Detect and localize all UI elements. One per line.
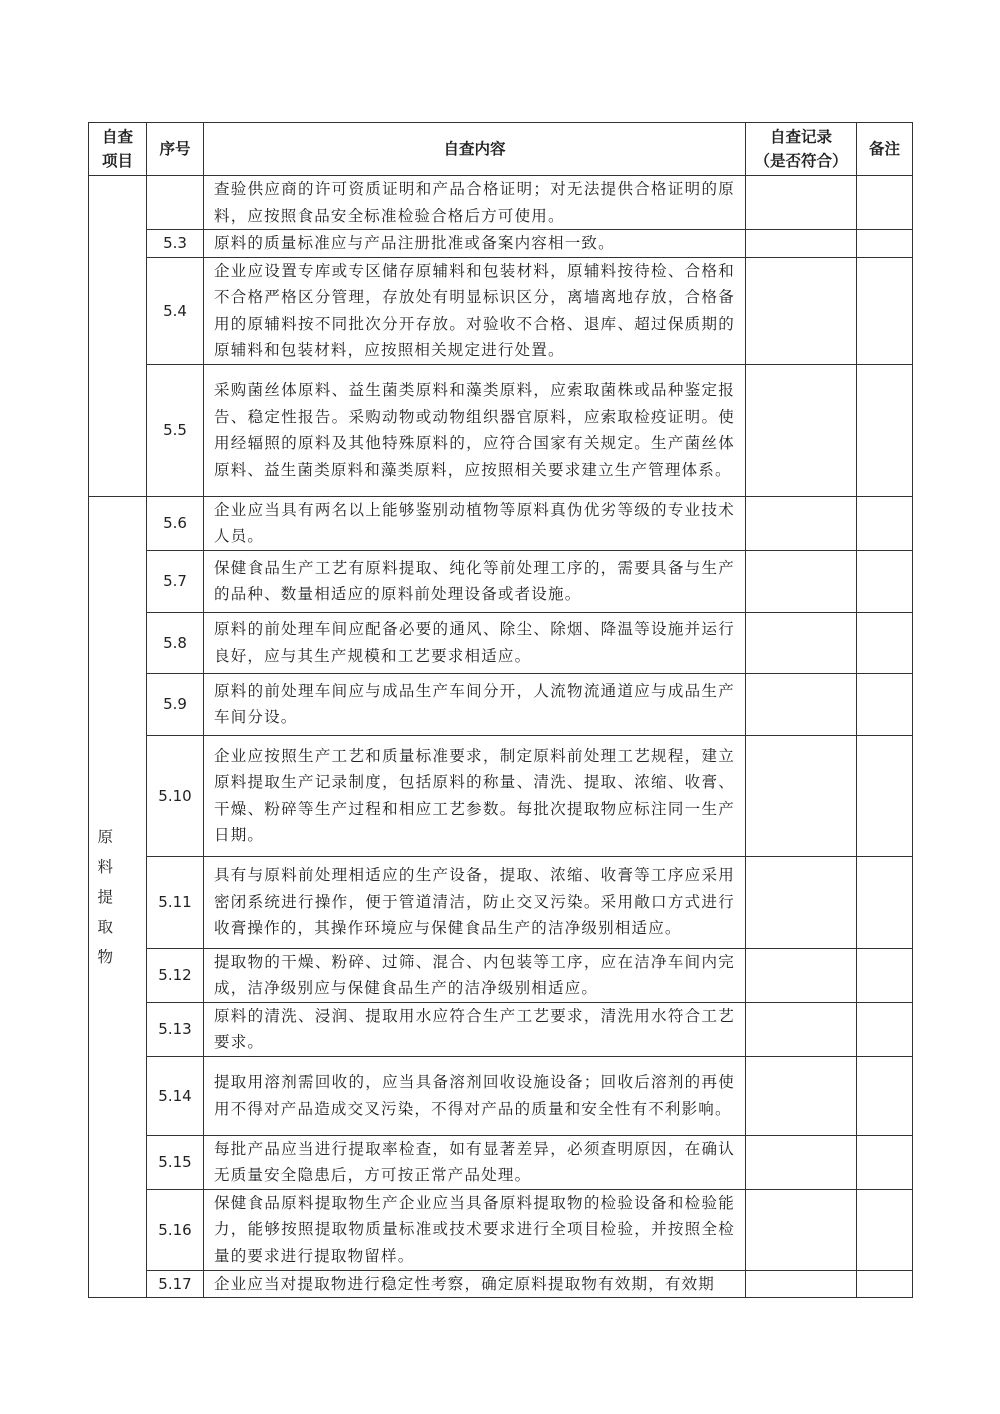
item-number: 5.6 — [147, 496, 204, 550]
table-row — [89, 856, 913, 948]
table-row — [89, 257, 913, 364]
item-content: 原料的前处理车间应与成品生产车间分开，人流物流通道应与成品生产车间分设。 — [204, 673, 746, 735]
table-body — [89, 176, 913, 1298]
item-number: 5.16 — [147, 1189, 204, 1270]
record-cell[interactable] — [746, 735, 857, 856]
category-label: 原料提取物 — [97, 827, 124, 966]
header-category-label: 自查项目 — [101, 128, 133, 170]
record-cell[interactable] — [746, 948, 857, 1002]
item-number: 5.7 — [147, 550, 204, 612]
item-content: 提取用溶剂需回收的，应当具备溶剂回收设施设备；回收后溶剂的再使用不得对产品造成交叉污染，不得对产品的质量和安全性有不利影响。 — [204, 1056, 746, 1135]
header-record-line1: 自查记录 — [769, 128, 832, 146]
remark-cell[interactable] — [857, 735, 913, 856]
item-number: 5.15 — [147, 1135, 204, 1189]
remark-cell[interactable] — [857, 230, 913, 258]
header-remarks: 备注 — [857, 123, 913, 176]
item-number: 5.17 — [147, 1270, 204, 1298]
item-content: 提取物的干燥、粉碎、过筛、混合、内包装等工序，应在洁净车间内完成，洁净级别应与保健食品生产的洁净级别相适应。 — [204, 948, 746, 1002]
item-number — [147, 176, 204, 230]
table-row — [89, 1189, 913, 1270]
item-number: 5.8 — [147, 612, 204, 673]
remark-cell[interactable] — [857, 856, 913, 948]
record-cell[interactable] — [746, 364, 857, 496]
item-content: 原料的前处理车间应配备必要的通风、除尘、除烟、降温等设施并运行良好，应与其生产规模和工艺要求相适应。 — [204, 612, 746, 673]
remark-cell[interactable] — [857, 257, 913, 364]
header-category — [89, 123, 147, 176]
table-row — [89, 550, 913, 612]
remark-cell[interactable] — [857, 673, 913, 735]
item-number: 5.5 — [147, 364, 204, 496]
item-content: 每批产品应当进行提取率检查，如有显著差异，必须查明原因，在确认无质量安全隐患后，方可按正常产品处理。 — [204, 1135, 746, 1189]
table-header-row — [89, 123, 913, 176]
record-cell[interactable] — [746, 496, 857, 550]
item-number: 5.14 — [147, 1056, 204, 1135]
record-cell[interactable] — [746, 257, 857, 364]
header-record-line2: （是否符合） — [754, 152, 848, 170]
item-number: 5.9 — [147, 673, 204, 735]
header-number: 序号 — [147, 123, 204, 176]
remark-cell[interactable] — [857, 948, 913, 1002]
table-row — [89, 176, 913, 230]
item-content: 具有与原料前处理相适应的生产设备，提取、浓缩、收膏等工序应采用密闭系统进行操作，便于管道清洁，防止交叉污染。采用敞口方式进行收膏操作的，其操作环境应与保健食品生产的洁净级别相适应。 — [204, 856, 746, 948]
item-content: 企业应当具有两名以上能够鉴别动植物等原料真伪优劣等级的专业技术人员。 — [204, 496, 746, 550]
item-number: 5.3 — [147, 230, 204, 258]
table-row — [89, 364, 913, 496]
record-cell[interactable] — [746, 673, 857, 735]
record-cell[interactable] — [746, 550, 857, 612]
self-inspection-table — [88, 122, 913, 1298]
record-cell[interactable] — [746, 230, 857, 258]
record-cell[interactable] — [746, 1270, 857, 1298]
remark-cell[interactable] — [857, 1056, 913, 1135]
item-number: 5.13 — [147, 1002, 204, 1056]
table-row — [89, 948, 913, 1002]
table-row — [89, 1002, 913, 1056]
table-row — [89, 1056, 913, 1135]
item-content: 保健食品生产工艺有原料提取、纯化等前处理工序的，需要具备与生产的品种、数量相适应的原料前处理设备或者设施。 — [204, 550, 746, 612]
item-number: 5.11 — [147, 856, 204, 948]
item-content: 原料的质量标准应与产品注册批准或备案内容相一致。 — [204, 230, 746, 258]
item-content: 保健食品原料提取物生产企业应当具备原料提取物的检验设备和检验能力，能够按照提取物质量标准或技术要求进行全项目检验，并按照全检量的要求进行提取物留样。 — [204, 1189, 746, 1270]
table-row — [89, 612, 913, 673]
table-row — [89, 1135, 913, 1189]
table-row — [89, 673, 913, 735]
remark-cell[interactable] — [857, 1135, 913, 1189]
record-cell[interactable] — [746, 176, 857, 230]
item-content: 企业应设置专库或专区储存原辅料和包装材料，原辅料按待检、合格和不合格严格区分管理，存放处有明显标识区分，离墙离地存放，合格备用的原辅料按不同批次分开存放。对验收不合格、退库、超过保质期的原辅料和包装材料，应按照相关规定进行处置。 — [204, 257, 746, 364]
category-cell — [89, 496, 147, 1298]
record-cell[interactable] — [746, 1189, 857, 1270]
table-row — [89, 1270, 913, 1298]
remark-cell[interactable] — [857, 176, 913, 230]
item-number: 5.12 — [147, 948, 204, 1002]
item-content: 原料的清洗、浸润、提取用水应符合生产工艺要求，清洗用水符合工艺要求。 — [204, 1002, 746, 1056]
table-row — [89, 735, 913, 856]
item-content: 企业应当对提取物进行稳定性考察，确定原料提取物有效期，有效期 — [204, 1270, 746, 1298]
item-content: 查验供应商的许可资质证明和产品合格证明；对无法提供合格证明的原料，应按照食品安全标准检验合格后方可使用。 — [204, 176, 746, 230]
remark-cell[interactable] — [857, 364, 913, 496]
remark-cell[interactable] — [857, 1270, 913, 1298]
item-content: 企业应按照生产工艺和质量标准要求，制定原料前处理工艺规程，建立原料提取生产记录制度，包括原料的称量、清洗、提取、浓缩、收膏、干燥、粉碎等生产过程和相应工艺参数。每批次提取物应标注同一生产日期。 — [204, 735, 746, 856]
remark-cell[interactable] — [857, 550, 913, 612]
remark-cell[interactable] — [857, 612, 913, 673]
item-content: 采购菌丝体原料、益生菌类原料和藻类原料，应索取菌株或品种鉴定报告、稳定性报告。采购动物或动物组织器官原料，应索取检疫证明。使用经辐照的原料及其他特殊原料的，应符合国家有关规定。生产菌丝体原料、益生菌类原料和藻类原料，应按照相关要求建立生产管理体系。 — [204, 364, 746, 496]
remark-cell[interactable] — [857, 1002, 913, 1056]
header-content: 自查内容 — [204, 123, 746, 176]
record-cell[interactable] — [746, 856, 857, 948]
table-row — [89, 496, 913, 550]
record-cell[interactable] — [746, 612, 857, 673]
remark-cell[interactable] — [857, 1189, 913, 1270]
remark-cell[interactable] — [857, 496, 913, 550]
header-record — [746, 123, 857, 176]
record-cell[interactable] — [746, 1002, 857, 1056]
item-number: 5.4 — [147, 257, 204, 364]
item-number: 5.10 — [147, 735, 204, 856]
record-cell[interactable] — [746, 1056, 857, 1135]
category-cell — [89, 176, 147, 497]
table-row — [89, 230, 913, 258]
record-cell[interactable] — [746, 1135, 857, 1189]
